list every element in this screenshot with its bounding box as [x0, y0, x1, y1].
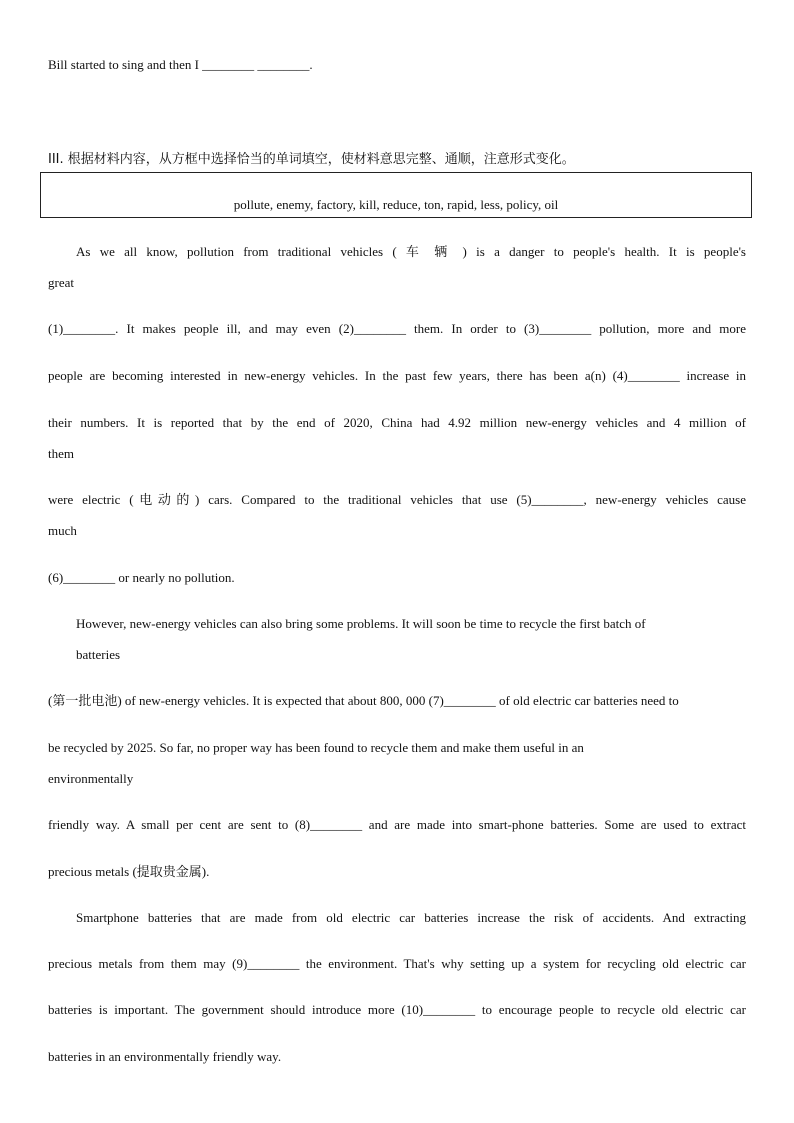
word-box-words: pollute, enemy, factory, kill, reduce, ton, rapid, less, policy, oil [233, 197, 559, 212]
passage-line: Smartphone batteries that are made from old electric car batteries increase the risk of accidents. And extracting [76, 910, 746, 925]
passage-line: people are becoming interested in new-energy vehicles. In the past few years, there has been a(n) (4)________ increase in [48, 368, 746, 383]
passage-line: great [48, 275, 74, 290]
section-heading: III. 根据材料内容，从方框中选择恰当的单词填空，使材料意思完整、通顺，注意形式变化。 [48, 152, 575, 167]
passage-line: precious metals (提取贵金属). [48, 864, 210, 879]
word-box [40, 172, 752, 218]
passage-line: batteries is important. The government should introduce more (10)________ to encourage people to recycle old electric car [48, 1002, 746, 1017]
passage-line: them [48, 446, 74, 461]
passage-line: (1)________. It makes people ill, and may even (2)________ them. In order to (3)________ pollution, more and more [48, 321, 746, 336]
passage-line: much [48, 523, 77, 538]
passage-line: be recycled by 2025. So far, no proper way has been found to recycle them and make them useful in an [48, 740, 584, 755]
passage-line: However, new-energy vehicles can also bring some problems. It will soon be time to recycle the first batch of [76, 616, 646, 631]
passage-line: (6)________ or nearly no pollution. [48, 570, 235, 585]
passage-line: friendly way. A small per cent are sent to (8)________ and are made into smart-phone batteries. Some are used to extract [48, 817, 746, 832]
passage-line: precious metals from them may (9)________ the environment. That's why setting up a system for recycling old electric car [48, 956, 746, 971]
previous-question-sentence: Bill started to sing and then I ________ ________. [48, 57, 313, 72]
passage-line: batteries in an environmentally friendly way. [48, 1049, 282, 1064]
passage-line: batteries [76, 647, 121, 662]
passage-line: were electric (电动的) cars. Compared to the traditional vehicles that use (5)________, new-energy vehicles cause [48, 492, 746, 507]
passage-line: environmentally [48, 771, 134, 786]
passage-line: As we all know, pollution from traditional vehicles ( 车 辆 ) is a danger to people's health. It is people's [76, 244, 746, 259]
passage-line: their numbers. It is reported that by the end of 2020, China had 4.92 million new-energy vehicles and 4 million of [48, 415, 746, 430]
passage-line: (第一批电池) of new-energy vehicles. It is expected that about 800, 000 (7)________ of old electric car batteries need to [48, 693, 679, 708]
